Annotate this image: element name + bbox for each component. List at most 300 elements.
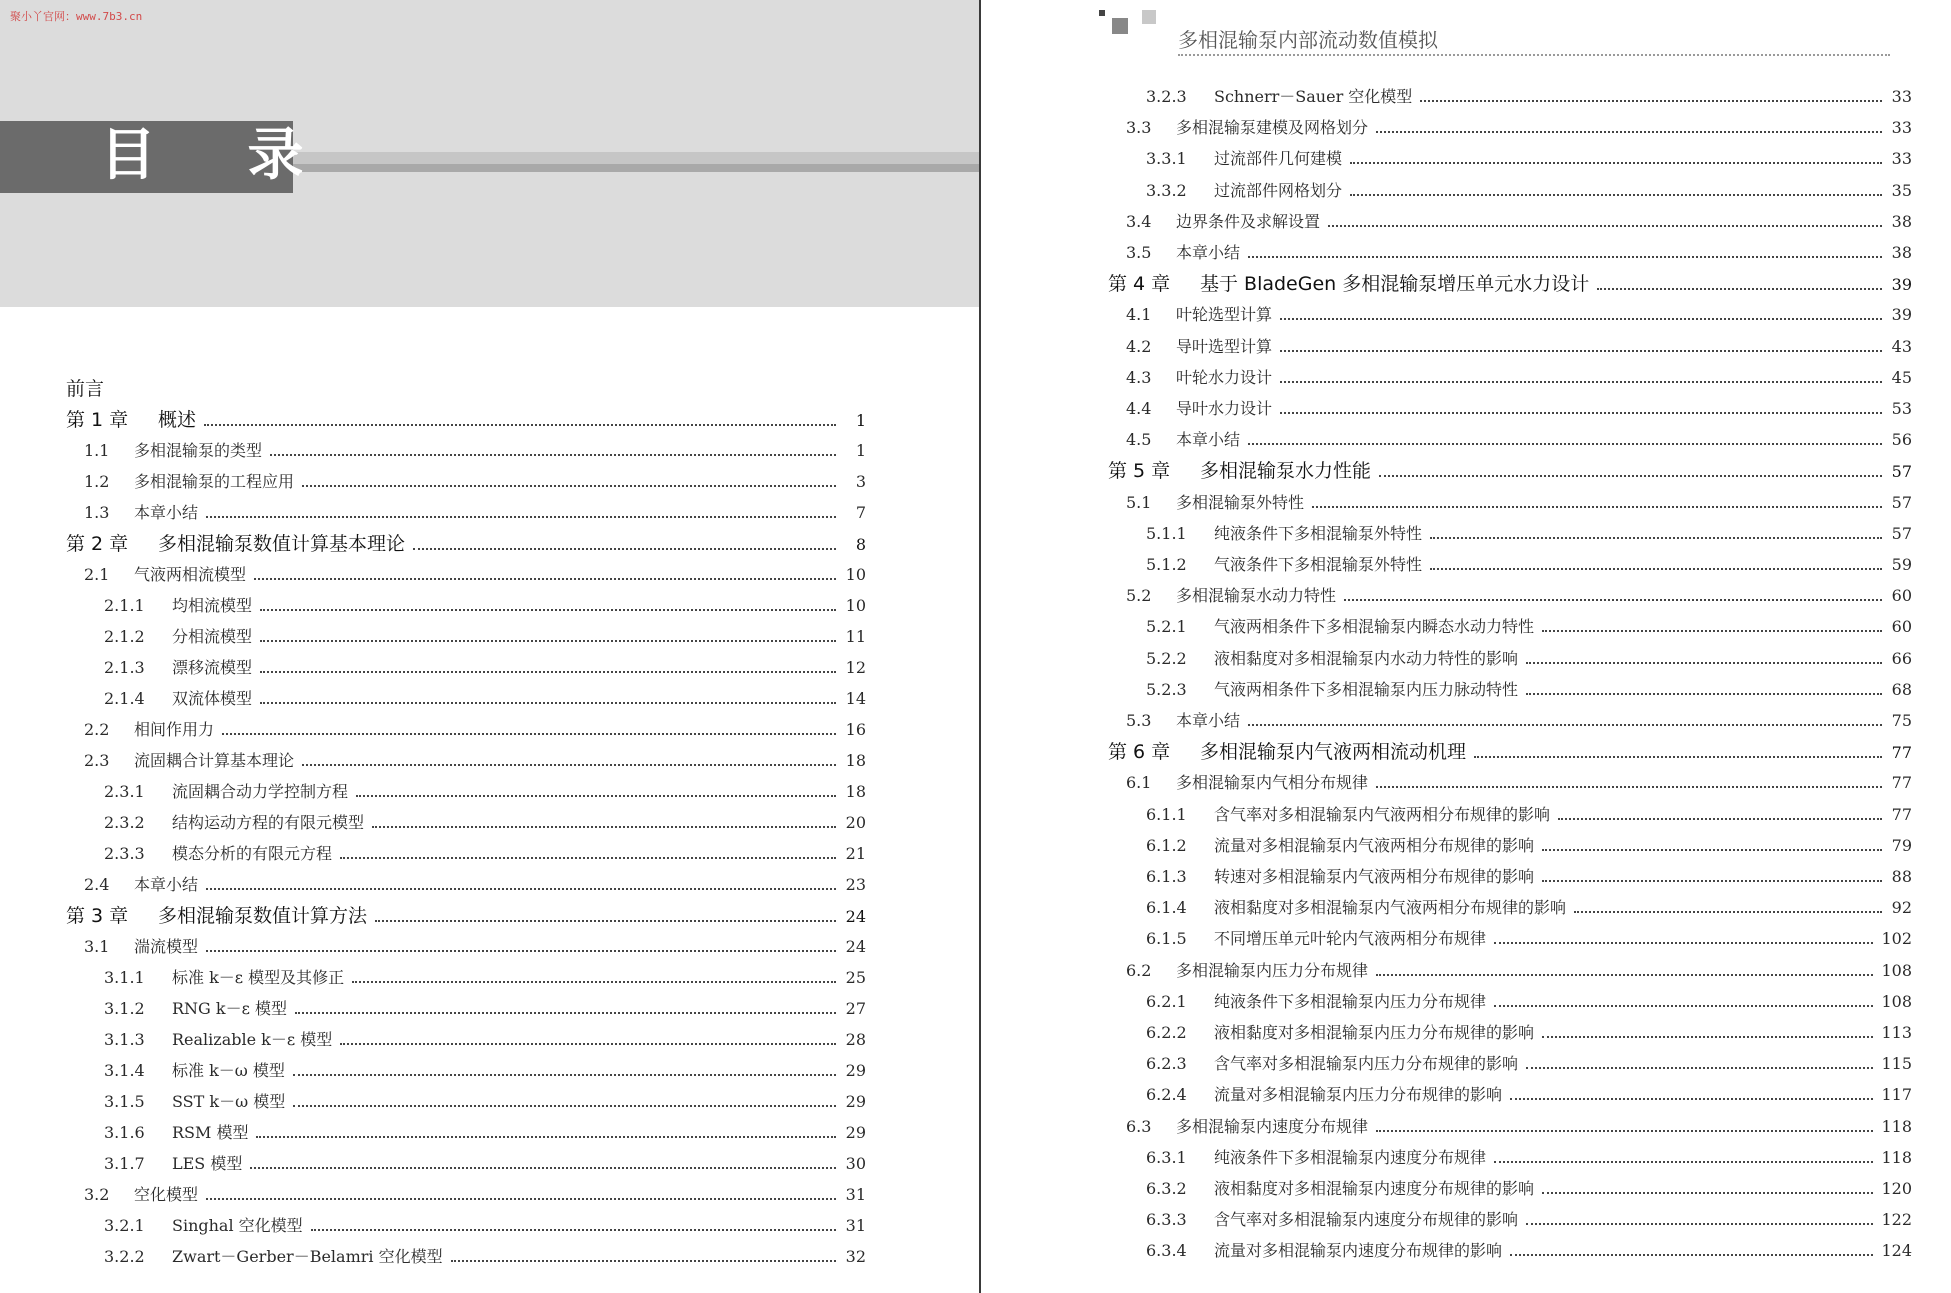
toc-page-number: 66 bbox=[1891, 648, 1912, 668]
toc-dot-leader bbox=[1312, 506, 1882, 508]
toc-entry-title: 基于 BladeGen 多相混输泵增压单元水力设计 bbox=[1200, 273, 1590, 296]
toc-entry[interactable] bbox=[84, 934, 866, 960]
toc-entry-number: 2.1.2 bbox=[104, 627, 145, 646]
toc-dot-leader bbox=[1420, 100, 1882, 102]
toc-entry-number: 2.3.1 bbox=[104, 782, 145, 801]
toc-entry[interactable] bbox=[104, 1120, 866, 1146]
toc-entry-title: 流量对多相混输泵内速度分布规律的影响 bbox=[1214, 1241, 1503, 1261]
toc-entry-title: RSM 模型 bbox=[172, 1123, 249, 1142]
toc-page-number: 11 bbox=[845, 627, 866, 646]
toc-entry-title: 多相混输泵水动力特性 bbox=[1176, 586, 1337, 606]
toc-entry-number: 6.3.1 bbox=[1146, 1147, 1187, 1167]
toc-page-number: 60 bbox=[1891, 617, 1912, 637]
toc-entry[interactable] bbox=[104, 624, 866, 650]
toc-entry-title: 均相流模型 bbox=[172, 596, 253, 615]
toc-dot-leader bbox=[1474, 756, 1882, 758]
toc-entry-title: 液相黏度对多相混输泵内水动力特性的影响 bbox=[1214, 648, 1519, 668]
toc-entry-title: SST k－ω 模型 bbox=[172, 1092, 286, 1111]
toc-entry-title: 气液条件下多相混输泵外特性 bbox=[1214, 555, 1423, 574]
toc-dot-leader bbox=[1328, 225, 1882, 227]
toc-entry[interactable] bbox=[1146, 677, 1912, 703]
toc-entry[interactable] bbox=[66, 531, 866, 557]
toc-entry-title: 流量对多相混输泵内气液两相分布规律的影响 bbox=[1214, 835, 1535, 855]
toc-entry-title: 结构运动方程的有限元模型 bbox=[172, 813, 365, 832]
toc-dot-leader bbox=[1350, 162, 1882, 164]
toc-page-number: 108 bbox=[1881, 991, 1912, 1011]
toc-entry-title: 转速对多相混输泵内气液两相分布规律的影响 bbox=[1214, 867, 1535, 886]
decor-square bbox=[1112, 18, 1128, 34]
toc-entry-number: 第 2 章 bbox=[66, 533, 129, 555]
toc-page-number: 102 bbox=[1881, 929, 1912, 949]
toc-page-number: 57 bbox=[1891, 462, 1912, 482]
toc-dot-leader bbox=[222, 733, 836, 735]
toc-entry-title: 标准 k－ω 模型 bbox=[172, 1061, 285, 1080]
toc-page-number: 59 bbox=[1891, 555, 1912, 574]
toc-entry[interactable] bbox=[1126, 365, 1912, 391]
toc-entry-title: 过流部件网格划分 bbox=[1214, 180, 1343, 200]
toc-dot-leader bbox=[1510, 1098, 1873, 1100]
toc-entry-number: 2.4 bbox=[84, 875, 110, 894]
toc-dot-leader bbox=[1376, 786, 1882, 788]
toc-dot-leader bbox=[1526, 662, 1882, 664]
toc-entry-title: 多相混输泵的类型 bbox=[134, 441, 263, 460]
toc-entry-number: 3.2.2 bbox=[104, 1247, 145, 1266]
toc-entry-number: 3.3.2 bbox=[1146, 180, 1187, 200]
running-head: 多相混输泵内部流动数值模拟 bbox=[1178, 28, 1438, 52]
toc-entry[interactable] bbox=[1126, 583, 1912, 609]
toc-entry[interactable] bbox=[104, 810, 866, 836]
toc-dot-leader bbox=[1248, 443, 1882, 445]
toc-dot-leader bbox=[250, 1167, 836, 1169]
toc-entry-number: 6.2.3 bbox=[1146, 1054, 1187, 1074]
toc-entry[interactable] bbox=[1146, 1051, 1912, 1077]
toc-entry[interactable] bbox=[1146, 1238, 1912, 1264]
toc-page-number: 28 bbox=[845, 1030, 866, 1049]
toc-page-number: 20 bbox=[845, 813, 866, 832]
toc-entry-number: 6.1 bbox=[1126, 773, 1152, 793]
toc-entry-number: 第 4 章 bbox=[1108, 273, 1171, 296]
toc-entry[interactable] bbox=[104, 1089, 866, 1115]
toc-page-number: 57 bbox=[1891, 492, 1912, 512]
toc-entry[interactable] bbox=[104, 996, 866, 1022]
toc-entry-title: Zwart－Gerber－Belamri 空化模型 bbox=[172, 1247, 443, 1266]
toc-dot-leader bbox=[340, 857, 836, 859]
toc-entry-number: 3.1.3 bbox=[104, 1030, 145, 1049]
toc-entry-title: 液相黏度对多相混输泵内气液两相分布规律的影响 bbox=[1214, 898, 1567, 918]
toc-entry-title: 纯液条件下多相混输泵内压力分布规律 bbox=[1214, 991, 1487, 1011]
toc-entry[interactable] bbox=[84, 469, 866, 495]
toc-page-number: 117 bbox=[1881, 1085, 1912, 1105]
toc-entry[interactable] bbox=[1126, 427, 1912, 453]
toc-entry-title: 叶轮选型计算 bbox=[1176, 305, 1273, 325]
toc-entry[interactable] bbox=[1146, 84, 1912, 110]
toc-entry[interactable] bbox=[1126, 1114, 1912, 1140]
toc-entry-title: 多相混输泵内气液两相流动机理 bbox=[1200, 741, 1467, 764]
toc-entry-title: 模态分析的有限元方程 bbox=[172, 844, 333, 863]
toc-page-number: 23 bbox=[845, 875, 866, 894]
toc-entry-number: 3.4 bbox=[1126, 211, 1152, 231]
toc-dot-leader bbox=[206, 516, 836, 518]
toc-dot-leader bbox=[352, 981, 836, 983]
toc-dot-leader bbox=[295, 1012, 836, 1014]
toc-entry[interactable] bbox=[84, 1182, 866, 1208]
toc-page-number: 10 bbox=[845, 596, 866, 615]
toc-page-number: 115 bbox=[1881, 1054, 1912, 1074]
toc-dot-leader bbox=[1430, 537, 1882, 539]
toc-dot-leader bbox=[1542, 1192, 1873, 1194]
toc-page-number: 8 bbox=[855, 535, 866, 554]
toc-entry-number: 2.3 bbox=[84, 751, 110, 770]
toc-entry-title: 边界条件及求解设置 bbox=[1176, 211, 1321, 231]
toc-entry[interactable] bbox=[1108, 271, 1912, 297]
toc-entry-title: 多相混输泵外特性 bbox=[1176, 492, 1305, 512]
toc-entry-number: 4.5 bbox=[1126, 430, 1152, 450]
toc-entry[interactable] bbox=[1146, 521, 1912, 547]
toc-entry[interactable] bbox=[104, 841, 866, 867]
toc-page-number: 92 bbox=[1891, 898, 1912, 918]
toc-dot-leader bbox=[206, 950, 836, 952]
toc-entry[interactable] bbox=[84, 872, 866, 898]
toc-entry-title: 不同增压单元叶轮内气液两相分布规律 bbox=[1214, 929, 1487, 949]
toc-page-number: 7 bbox=[855, 503, 866, 522]
toc-page-number: 56 bbox=[1891, 430, 1912, 450]
toc-entry[interactable] bbox=[1146, 1082, 1912, 1108]
toc-page-number: 18 bbox=[845, 782, 866, 801]
toc-entry[interactable] bbox=[1126, 115, 1912, 141]
toc-entry-title: 双流体模型 bbox=[172, 689, 253, 708]
toc-entry[interactable] bbox=[1146, 646, 1912, 672]
toc-dot-leader bbox=[302, 764, 836, 766]
toc-entry-number: 2.1.1 bbox=[104, 596, 145, 615]
toc-page-number: 57 bbox=[1891, 523, 1912, 543]
toc-dot-leader bbox=[1248, 724, 1882, 726]
toc-entry[interactable] bbox=[104, 965, 866, 991]
toc-entry-title: 过流部件几何建模 bbox=[1214, 149, 1343, 169]
toc-entry-number: 6.1.2 bbox=[1146, 835, 1187, 855]
toc-page-number: 45 bbox=[1891, 367, 1912, 387]
toc-entry-number: 1.1 bbox=[84, 441, 110, 460]
toc-page-number: 120 bbox=[1881, 1179, 1912, 1198]
toc-dot-leader bbox=[1494, 1161, 1873, 1163]
toc-dot-leader bbox=[1280, 350, 1882, 352]
toc-page-number: 27 bbox=[845, 999, 866, 1018]
toc-entry[interactable] bbox=[1146, 926, 1912, 952]
toc-page-number: 10 bbox=[845, 565, 866, 584]
toc-entry[interactable] bbox=[84, 562, 866, 588]
toc-dot-leader bbox=[356, 795, 836, 797]
toc-entry-number: 6.3 bbox=[1126, 1116, 1152, 1136]
toc-page-number: 39 bbox=[1891, 305, 1912, 325]
toc-dot-leader bbox=[293, 1074, 836, 1076]
toc-entry-title: 多相混输泵内速度分布规律 bbox=[1176, 1116, 1369, 1136]
toc-dot-leader bbox=[260, 609, 836, 611]
toc-entry-title: 含气率对多相混输泵内气液两相分布规律的影响 bbox=[1214, 804, 1551, 824]
toc-page-number: 108 bbox=[1881, 960, 1912, 980]
toc-page-number: 113 bbox=[1881, 1023, 1912, 1042]
toc-dot-leader bbox=[270, 454, 836, 456]
toc-entry-number: 6.3.2 bbox=[1146, 1179, 1187, 1198]
toc-entry-title: 本章小结 bbox=[134, 503, 199, 522]
toc-page-number: 60 bbox=[1891, 586, 1912, 606]
toc-entry-number: 5.2.1 bbox=[1146, 617, 1187, 637]
toc-entry[interactable] bbox=[1126, 209, 1912, 235]
toc-entry-number: 3.1.6 bbox=[104, 1123, 145, 1142]
toc-dot-leader bbox=[260, 671, 836, 673]
toc-dot-leader bbox=[1376, 1130, 1873, 1132]
toc-entry-number: 3.3 bbox=[1126, 118, 1152, 138]
toc-page-number: 118 bbox=[1881, 1116, 1912, 1136]
toc-entry-number: 5.3 bbox=[1126, 711, 1152, 730]
toc-entry-number: 3.2 bbox=[84, 1185, 110, 1204]
toc-entry-title: RNG k－ε 模型 bbox=[172, 999, 287, 1018]
toc-entry-number: 4.3 bbox=[1126, 367, 1152, 387]
toc-page-number: 39 bbox=[1891, 275, 1912, 295]
toc-entry-number: 2.3.2 bbox=[104, 813, 145, 832]
toc-entry-number: 6.2.2 bbox=[1146, 1023, 1187, 1042]
toc-entry-number: 第 6 章 bbox=[1108, 741, 1171, 764]
toc-dot-leader bbox=[1526, 1223, 1873, 1225]
toc-entry-number: 6.3.4 bbox=[1146, 1241, 1187, 1261]
toc-entry[interactable] bbox=[1108, 739, 1912, 765]
toc-title: 目 录 bbox=[100, 123, 340, 188]
toc-entry-title: 概述 bbox=[158, 409, 197, 431]
toc-entry-title: 多相混输泵数值计算方法 bbox=[158, 905, 368, 927]
toc-entry-title: LES 模型 bbox=[172, 1154, 243, 1173]
toc-dot-leader bbox=[1542, 849, 1882, 851]
toc-entry-number: 第 5 章 bbox=[1108, 460, 1171, 483]
toc-page-number: 38 bbox=[1891, 211, 1912, 231]
toc-entry-title: 含气率对多相混输泵内速度分布规律的影响 bbox=[1214, 1210, 1519, 1230]
toc-entry-number: 3.1.4 bbox=[104, 1061, 145, 1080]
toc-entry-title: 分相流模型 bbox=[172, 627, 253, 646]
toc-entry-number: 3.1 bbox=[84, 937, 110, 956]
toc-entry[interactable] bbox=[1146, 1020, 1912, 1046]
toc-entry[interactable] bbox=[1126, 770, 1912, 796]
toc-entry[interactable] bbox=[84, 748, 866, 774]
toc-page-number: 77 bbox=[1891, 743, 1912, 763]
toc-entry-number: 4.4 bbox=[1126, 399, 1152, 418]
toc-entry[interactable] bbox=[1146, 146, 1912, 172]
toc-entry-title: 多相混输泵水力性能 bbox=[1200, 460, 1372, 483]
toc-entry[interactable] bbox=[1146, 989, 1912, 1015]
toc-entry-number: 5.2 bbox=[1126, 586, 1152, 606]
toc-entry[interactable] bbox=[104, 1058, 866, 1084]
toc-page-number: 31 bbox=[845, 1185, 866, 1204]
toc-entry-number: 5.1.2 bbox=[1146, 555, 1187, 574]
toc-entry[interactable] bbox=[104, 1151, 866, 1177]
toc-dot-leader bbox=[1494, 942, 1873, 944]
toc-page-number: 29 bbox=[845, 1061, 866, 1080]
toc-page-number: 122 bbox=[1881, 1210, 1912, 1230]
toc-entry[interactable] bbox=[1146, 1207, 1912, 1233]
toc-entry-title: 湍流模型 bbox=[134, 937, 199, 956]
toc-entry-title: 流量对多相混输泵内压力分布规律的影响 bbox=[1214, 1085, 1503, 1105]
toc-entry-title: 前言 bbox=[66, 378, 105, 400]
toc-entry[interactable] bbox=[1126, 958, 1912, 984]
toc-page-number: 53 bbox=[1891, 399, 1912, 418]
toc-entry-number: 6.2 bbox=[1126, 960, 1152, 980]
toc-dot-leader bbox=[375, 920, 836, 922]
toc-page-number: 1 bbox=[855, 441, 866, 460]
toc-dot-leader bbox=[1430, 568, 1882, 570]
toc-page-number: 3 bbox=[855, 472, 866, 491]
toc-page-number: 75 bbox=[1891, 711, 1912, 730]
toc-dot-leader bbox=[1542, 1036, 1873, 1038]
running-head-rule bbox=[1178, 54, 1890, 56]
toc-entry[interactable] bbox=[1146, 614, 1912, 640]
toc-entry-number: 3.3.1 bbox=[1146, 149, 1187, 169]
toc-dot-leader bbox=[1248, 256, 1882, 258]
toc-entry[interactable] bbox=[1146, 1176, 1912, 1202]
toc-page-number: 88 bbox=[1891, 867, 1912, 886]
toc-entry[interactable] bbox=[1126, 708, 1912, 734]
toc-page-number: 16 bbox=[845, 720, 866, 739]
toc-dot-leader bbox=[1350, 194, 1882, 196]
toc-entry-title: 多相混输泵内气相分布规律 bbox=[1176, 773, 1369, 793]
toc-dot-leader bbox=[1526, 693, 1882, 695]
toc-entry-title: 气液两相条件下多相混输泵内压力脉动特性 bbox=[1214, 679, 1519, 699]
toc-entry[interactable] bbox=[104, 655, 866, 681]
toc-dot-leader bbox=[256, 1136, 836, 1138]
toc-entry-title: 多相混输泵内压力分布规律 bbox=[1176, 960, 1369, 980]
toc-entry-title: 气液两相条件下多相混输泵内瞬态水动力特性 bbox=[1214, 617, 1535, 637]
toc-page-number: 33 bbox=[1891, 149, 1912, 169]
toc-page-number: 24 bbox=[845, 937, 866, 956]
toc-dot-leader bbox=[260, 640, 836, 642]
toc-dot-leader bbox=[413, 548, 836, 550]
toc-entry[interactable] bbox=[84, 500, 866, 526]
toc-page-number: 43 bbox=[1891, 336, 1912, 356]
toc-dot-leader bbox=[311, 1229, 836, 1231]
toc-entry-number: 5.2.3 bbox=[1146, 679, 1187, 699]
toc-entry-number: 2.1.4 bbox=[104, 689, 145, 708]
toc-dot-leader bbox=[1542, 630, 1882, 632]
toc-entry-title: 本章小结 bbox=[1176, 243, 1241, 262]
toc-entry[interactable] bbox=[1126, 302, 1912, 328]
toc-dot-leader bbox=[1542, 880, 1882, 882]
toc-dot-leader bbox=[260, 702, 836, 704]
toc-entry-number: 5.1 bbox=[1126, 492, 1152, 512]
toc-entry-title: 液相黏度对多相混输泵内速度分布规律的影响 bbox=[1214, 1179, 1535, 1198]
toc-entry[interactable] bbox=[104, 593, 866, 619]
toc-entry[interactable] bbox=[1108, 458, 1912, 484]
toc-page-number: 77 bbox=[1891, 773, 1912, 793]
toc-dot-leader bbox=[1510, 1254, 1873, 1256]
toc-entry-title: 空化模型 bbox=[134, 1185, 199, 1204]
toc-page-number: 24 bbox=[845, 907, 866, 926]
toc-entry-number: 6.3.3 bbox=[1146, 1210, 1187, 1230]
toc-entry-number: 1.3 bbox=[84, 503, 110, 522]
toc-entry[interactable] bbox=[1126, 396, 1912, 422]
toc-entry[interactable] bbox=[1126, 240, 1912, 266]
toc-entry-number: 第 1 章 bbox=[66, 409, 129, 431]
toc-page-number: 68 bbox=[1891, 679, 1912, 699]
toc-entry[interactable] bbox=[1126, 490, 1912, 516]
toc-entry[interactable] bbox=[1146, 178, 1912, 204]
toc-entry[interactable] bbox=[1146, 1145, 1912, 1171]
toc-page-number: 32 bbox=[845, 1247, 866, 1266]
toc-dot-leader bbox=[1558, 818, 1882, 820]
toc-entry[interactable] bbox=[104, 1027, 866, 1053]
toc-entry-number: 5.1.1 bbox=[1146, 523, 1187, 543]
toc-page-number: 18 bbox=[845, 751, 866, 770]
toc-entry[interactable] bbox=[84, 438, 866, 464]
toc-entry-number: 2.3.3 bbox=[104, 844, 145, 863]
toc-entry-number: 6.1.4 bbox=[1146, 898, 1187, 918]
toc-entry-title: Schnerr－Sauer 空化模型 bbox=[1214, 87, 1413, 106]
toc-entry-title: 流固耦合计算基本理论 bbox=[134, 751, 295, 770]
toc-entry[interactable] bbox=[1146, 802, 1912, 828]
toc-entry[interactable] bbox=[104, 686, 866, 712]
toc-entry[interactable] bbox=[84, 717, 866, 743]
toc-entry-number: 第 3 章 bbox=[66, 905, 129, 927]
toc-entry-number: 3.1.2 bbox=[104, 999, 145, 1018]
toc-dot-leader bbox=[451, 1260, 836, 1262]
toc-entry-title: Realizable k－ε 模型 bbox=[172, 1030, 333, 1049]
toc-entry[interactable] bbox=[1146, 895, 1912, 921]
toc-page-number: 21 bbox=[845, 844, 866, 863]
toc-dot-leader bbox=[1344, 599, 1882, 601]
toc-entry[interactable] bbox=[104, 779, 866, 805]
toc-page-number: 38 bbox=[1891, 243, 1912, 262]
toc-entry-number: 3.1.5 bbox=[104, 1092, 145, 1111]
toc-entry-number: 3.1.7 bbox=[104, 1154, 145, 1173]
toc-dot-leader bbox=[1597, 288, 1882, 290]
toc-entry[interactable] bbox=[66, 903, 866, 929]
toc-entry[interactable] bbox=[66, 376, 866, 402]
toc-entry[interactable] bbox=[1146, 833, 1912, 859]
toc-dot-leader bbox=[1280, 412, 1882, 414]
toc-dot-leader bbox=[1376, 974, 1873, 976]
toc-dot-leader bbox=[1376, 131, 1882, 133]
toc-entry-number: 5.2.2 bbox=[1146, 648, 1187, 668]
toc-dot-leader bbox=[293, 1105, 836, 1107]
toc-entry[interactable] bbox=[1146, 864, 1912, 890]
toc-entry[interactable] bbox=[1146, 552, 1912, 578]
page-spine bbox=[979, 0, 981, 1293]
toc-entry-title: 气液两相流模型 bbox=[134, 565, 247, 584]
toc-page-number: 30 bbox=[845, 1154, 866, 1173]
toc-entry-number: 6.1.5 bbox=[1146, 929, 1187, 949]
toc-dot-leader bbox=[1280, 318, 1882, 320]
toc-entry-title: 导叶水力设计 bbox=[1176, 399, 1273, 418]
toc-entry-title: 标准 k－ε 模型及其修正 bbox=[172, 968, 345, 987]
toc-entry-number: 4.2 bbox=[1126, 336, 1152, 356]
toc-page-number: 12 bbox=[845, 658, 866, 677]
toc-entry-title: 叶轮水力设计 bbox=[1176, 367, 1273, 387]
toc-entry-title: 多相混输泵数值计算基本理论 bbox=[158, 533, 406, 555]
toc-dot-leader bbox=[206, 888, 836, 890]
toc-entry[interactable] bbox=[66, 407, 866, 433]
toc-entry-number: 6.2.1 bbox=[1146, 991, 1187, 1011]
toc-entry[interactable] bbox=[1126, 334, 1912, 360]
toc-dot-leader bbox=[372, 826, 836, 828]
toc-dot-leader bbox=[254, 578, 836, 580]
toc-entry-number: 1.2 bbox=[84, 472, 110, 491]
toc-page-number: 31 bbox=[845, 1216, 866, 1235]
toc-entry-number: 3.2.1 bbox=[104, 1216, 145, 1235]
toc-entry-title: 本章小结 bbox=[1176, 711, 1241, 730]
toc-entry[interactable] bbox=[104, 1213, 866, 1239]
toc-entry-number: 4.1 bbox=[1126, 305, 1152, 325]
toc-entry-number: 2.1.3 bbox=[104, 658, 145, 677]
toc-entry-title: 本章小结 bbox=[1176, 430, 1241, 450]
decor-square bbox=[1142, 10, 1156, 24]
toc-page-number: 118 bbox=[1881, 1147, 1912, 1167]
toc-entry-title: 纯液条件下多相混输泵外特性 bbox=[1214, 523, 1423, 543]
toc-page-number: 25 bbox=[845, 968, 866, 987]
toc-entry[interactable] bbox=[104, 1244, 866, 1270]
